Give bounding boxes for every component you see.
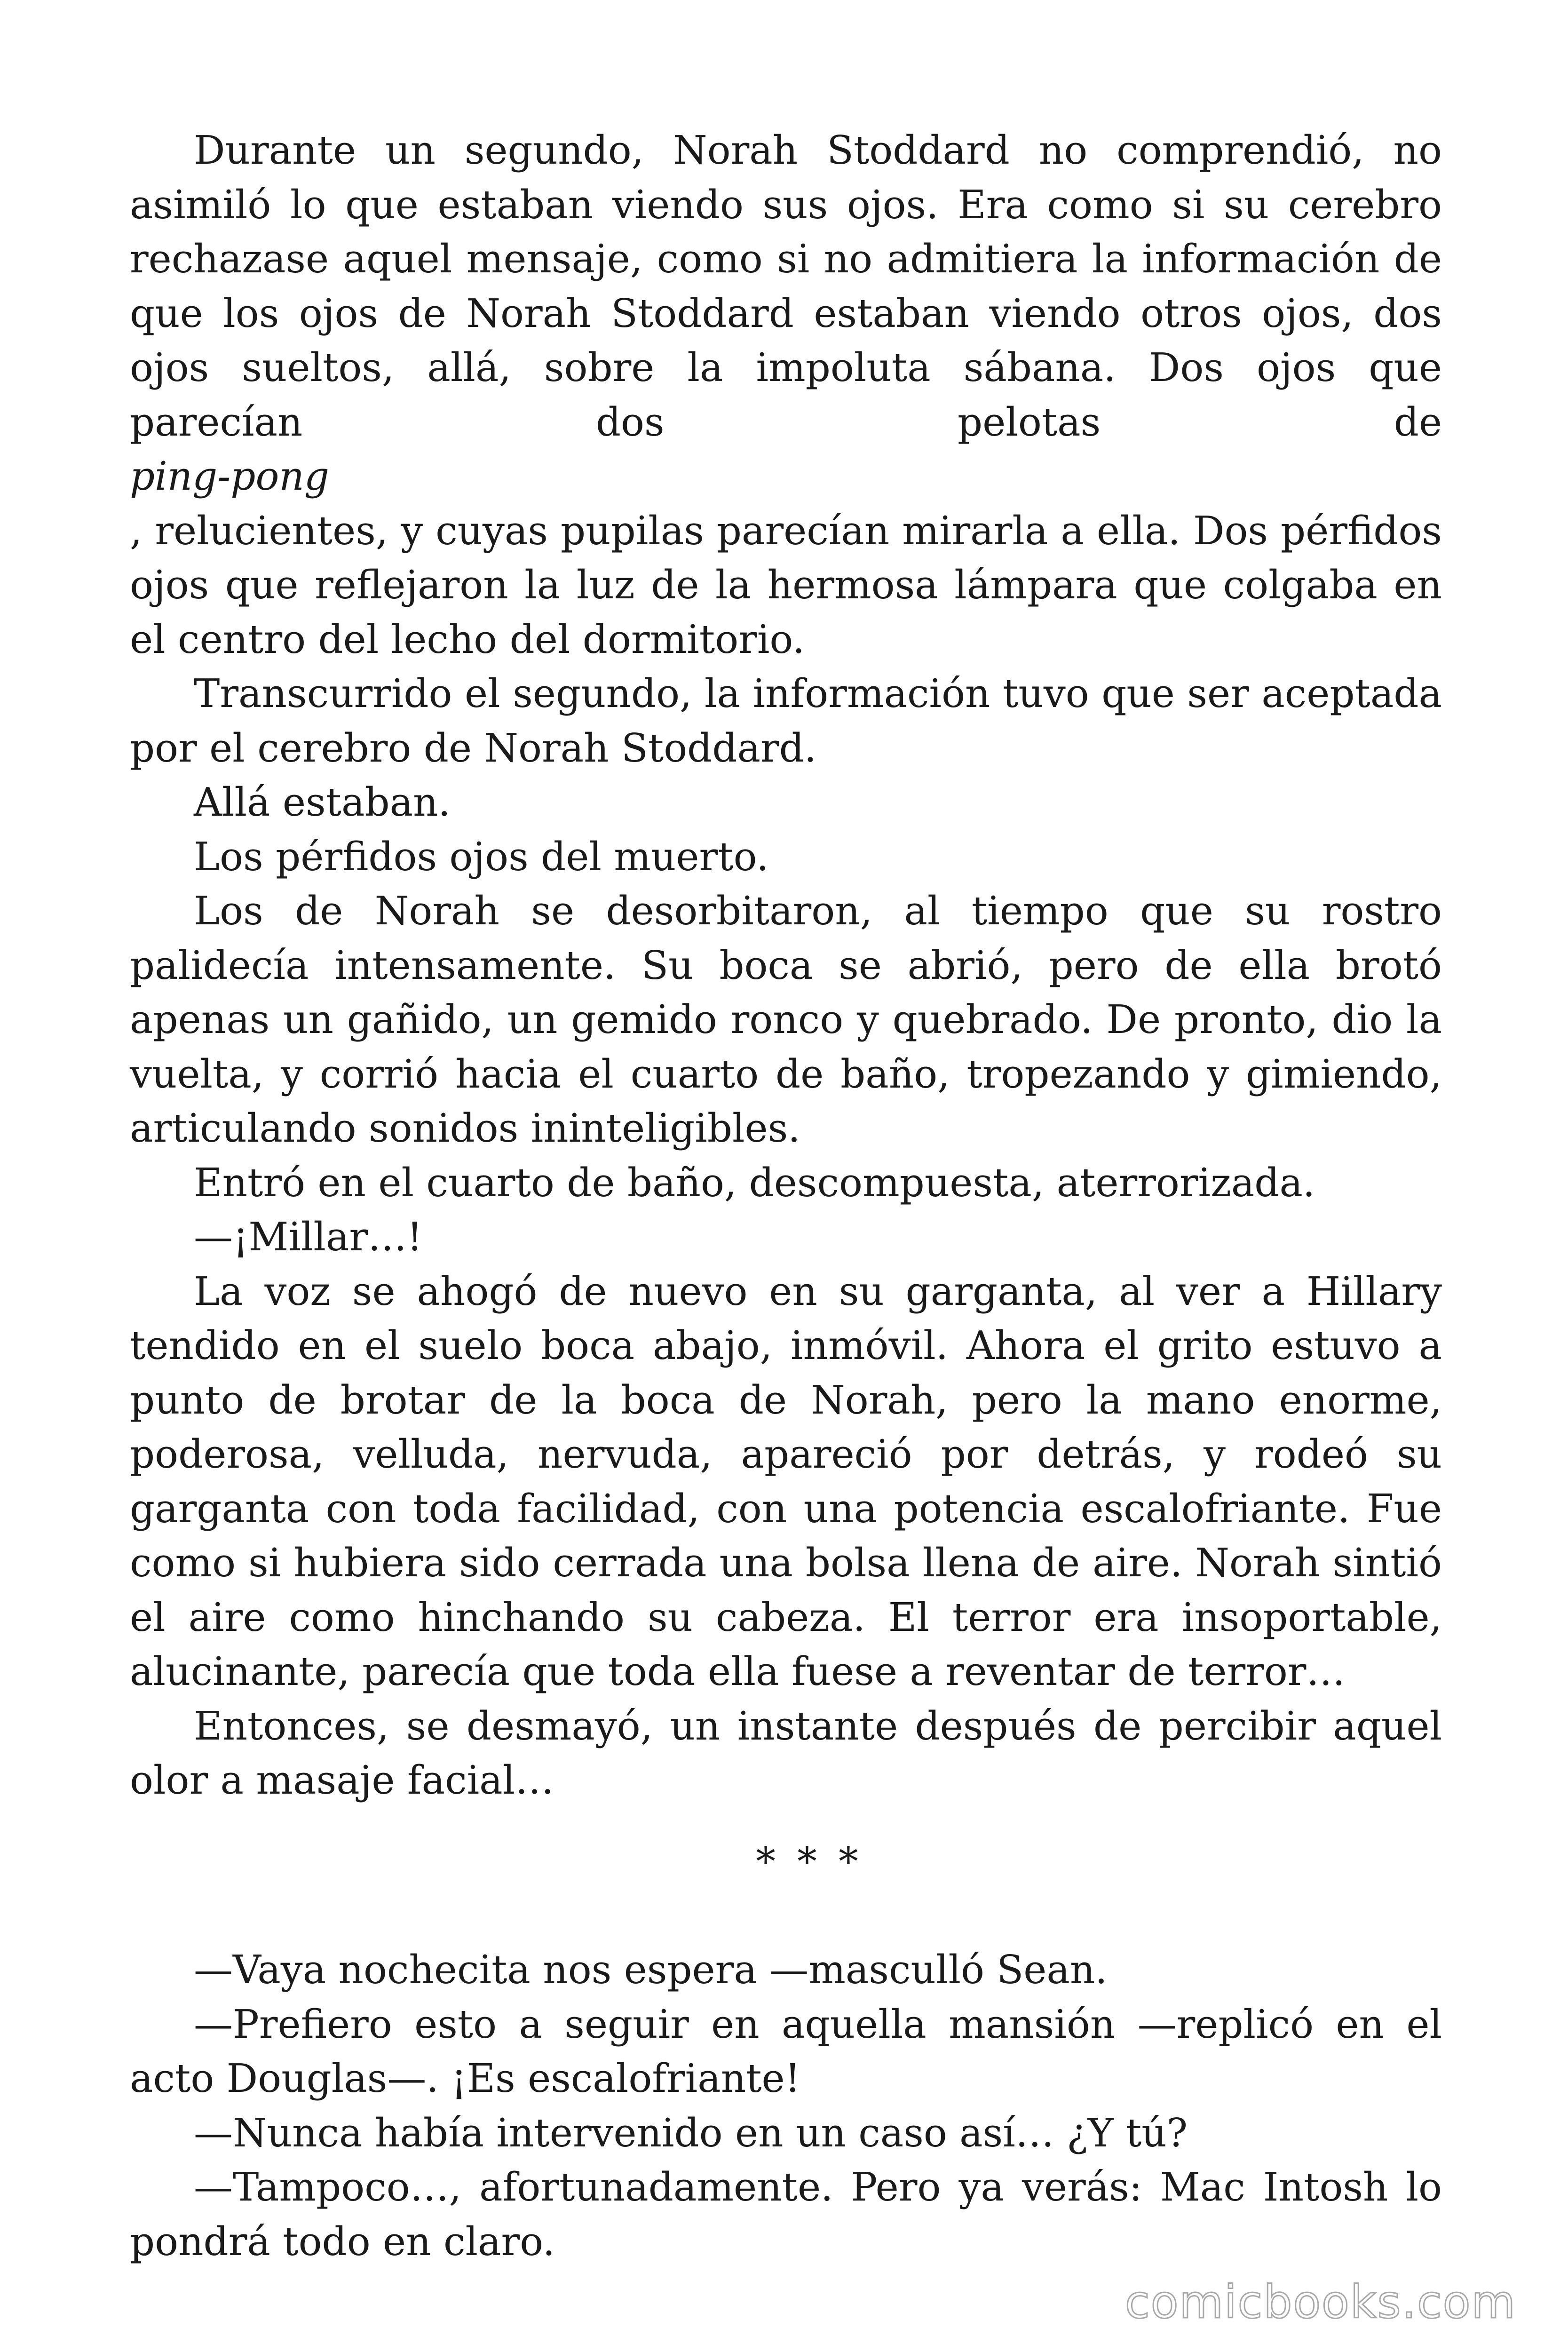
paragraph: Los de Norah se desorbitaron, al tiempo que su rostro palidecía intensamente. Su boca se abrió, pero de ella brotó apenas un gañido, un gemido ronco y quebrado. De pronto, dio la vuelta, y corrió hacia el cuarto de baño, tropezando y gimiendo, articulando sonidos ininteligibles. (130, 888, 1442, 1151)
paragraph: —Tampoco…, afortunadamente. Pero ya verás: Mac Intosh lo pondrá todo en claro. (130, 2164, 1442, 2265)
paragraph: Entonces, se desmayó, un instante después de percibir aquel olor a masaje facial… (130, 1703, 1442, 1803)
paragraph: Los pérfidos ojos del muerto. (194, 834, 769, 880)
paragraph: La voz se ahogó de nuevo en su garganta, al ver a Hillary tendido en el suelo boca abajo, inmóvil. Ahora el grito estuvo a punto de brotar de la boca de Norah, pero la mano enorme, poderosa, velluda, nervuda, apareció por detrás, y rodeó su garganta con toda facilidad, con una potencia escalofriante. Fue como si hubiera sido cerrada una bolsa llena de aire. Norah sintió el aire como hinchando su cabeza. El terror era insoportable, alucinante, parecía que toda ella fuese a reventar de terror… (130, 1268, 1442, 1694)
paragraph: —Prefiero esto a seguir en aquella mansión —replicó en el acto Douglas—. ¡Es escalofriante! (130, 2001, 1442, 2101)
watermark: comicbooks.com (1125, 2276, 1516, 2328)
paragraph-italic-term: ping-pong (130, 453, 329, 499)
paragraph: —Nunca había intervenido en un caso así… ¿Y tú? (194, 2110, 1188, 2156)
paragraph: , relucientes, y cuyas pupilas parecían mirarla a ella. Dos pérfidos ojos que reflejaron la luz de la hermosa lámpara que colgaba en el centro del lecho del dormitorio. (130, 508, 1442, 662)
paragraph: —Vaya nochecita nos espera —masculló Sean. (194, 1947, 1108, 1993)
paragraph: —¡Millar…! (194, 1214, 423, 1260)
paragraph: Transcurrido el segundo, la información tuvo que ser aceptada por el cerebro de Norah Stoddard. (130, 671, 1442, 771)
paragraph: Durante un segundo, Norah Stoddard no comprendió, no asimiló lo que estaban viendo sus ojos. Era como si su cerebro rechazase aquel mensaje, como si no admitiera la información de que los ojos de Norah Stoddard estaban viendo otros ojos, dos ojos sueltos, allá, sobre la impoluta sábana. Dos ojos que parecían dos pelotas de (130, 127, 1442, 445)
scene-separator: * * * (756, 1838, 863, 1884)
paragraph: Allá estaban. (194, 779, 451, 825)
page-body-text (130, 123, 1442, 2269)
paragraph: Entró en el cuarto de baño, descompuesta, aterrorizada. (194, 1160, 1315, 1206)
